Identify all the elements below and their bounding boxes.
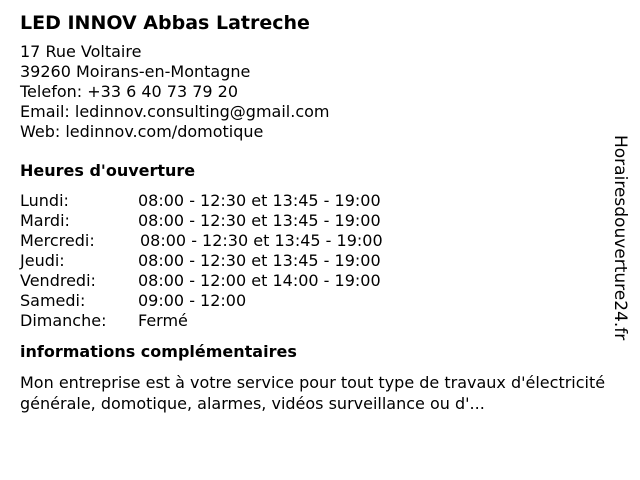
hours-time: 08:00 - 12:30 et 13:45 - 19:00 bbox=[138, 191, 381, 210]
hours-day: Lundi: bbox=[20, 191, 69, 210]
info-description: Mon entreprise est à votre service pour tout type de travaux d'électricité générale, domotique, alarmes, vidéos surveillance ou d'... bbox=[20, 373, 606, 413]
brand-watermark: Horairesdouverture24.fr bbox=[610, 135, 630, 341]
hours-row-dimanche bbox=[20, 311, 610, 331]
hours-day: Samedi: bbox=[20, 291, 86, 310]
web-line: Web: ledinnov.com/domotique bbox=[20, 122, 264, 141]
hours-day: Jeudi: bbox=[20, 251, 65, 270]
hours-row-vendredi bbox=[20, 271, 610, 291]
hours-time: 08:00 - 12:30 et 13:45 - 19:00 bbox=[138, 211, 381, 230]
hours-table bbox=[20, 191, 610, 331]
hours-row-lundi bbox=[20, 191, 610, 211]
address-city: 39260 Moirans-en-Montagne bbox=[20, 62, 251, 81]
hours-row-mardi bbox=[20, 211, 610, 231]
hours-time: 08:00 - 12:30 et 13:45 - 19:00 bbox=[138, 251, 381, 270]
hours-day: Mercredi: bbox=[20, 231, 95, 250]
hours-time: 08:00 - 12:30 et 13:45 - 19:00 bbox=[140, 231, 383, 250]
address-street: 17 Rue Voltaire bbox=[20, 42, 142, 61]
hours-heading: Heures d'ouverture bbox=[20, 161, 196, 180]
info-heading: informations complémentaires bbox=[20, 342, 297, 361]
hours-day: Dimanche: bbox=[20, 311, 107, 330]
hours-day: Mardi: bbox=[20, 211, 70, 230]
hours-row-jeudi bbox=[20, 251, 610, 271]
contact-block bbox=[20, 42, 610, 142]
email-line: Email: ledinnov.consulting@gmail.com bbox=[20, 102, 330, 121]
hours-time: Fermé bbox=[138, 311, 188, 330]
business-name: LED INNOV Abbas Latreche bbox=[20, 12, 310, 34]
hours-time: 09:00 - 12:00 bbox=[138, 291, 247, 310]
hours-row-samedi bbox=[20, 291, 610, 311]
phone-line: Telefon: +33 6 40 73 79 20 bbox=[20, 82, 239, 101]
hours-time: 08:00 - 12:00 et 14:00 - 19:00 bbox=[138, 271, 381, 290]
business-card bbox=[20, 10, 610, 414]
hours-row-mercredi bbox=[20, 231, 610, 251]
hours-day: Vendredi: bbox=[20, 271, 96, 290]
